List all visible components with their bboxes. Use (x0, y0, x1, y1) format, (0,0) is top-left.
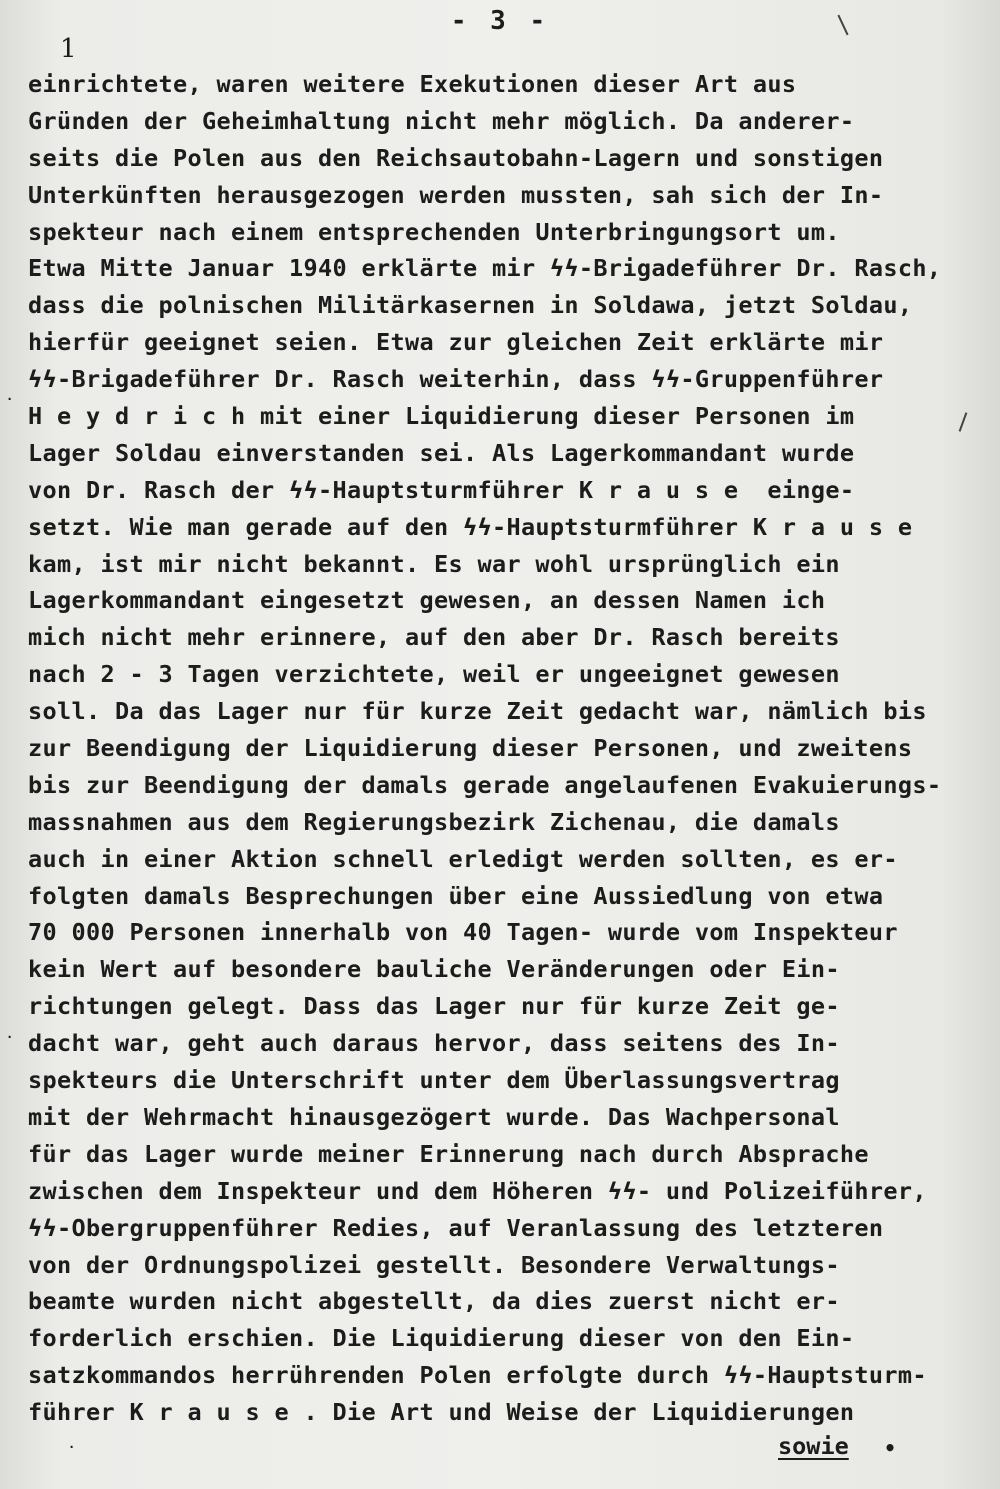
text-line: ϟϟ-Obergruppenführer Redies, auf Veranlassung des letzteren (28, 1213, 884, 1242)
text-line: richtungen gelegt. Dass das Lager nur für kurze Zeit ge- (28, 992, 840, 1021)
closing-word: sowie (778, 1432, 849, 1460)
text-line: mich nicht mehr erinnere, auf den aber Dr. Rasch bereits (28, 623, 840, 652)
text-line: dass die polnischen Militärkasernen in Soldawa, jetzt Soldau, (28, 291, 913, 320)
stray-dot: · (6, 1030, 14, 1044)
text-line: hierfür geeignet seien. Etwa zur gleichen Zeit erklärte mir (28, 328, 884, 357)
text-line: spekteurs die Unterschrift unter dem Überlassungsvertrag (28, 1066, 840, 1095)
text-line: bis zur Beendigung der damals gerade angelaufenen Evakuierungs- (28, 770, 942, 799)
text-line: massnahmen aus dem Regierungsbezirk Zichenau, die damals (28, 807, 840, 836)
text-line: Etwa Mitte Januar 1940 erklärte mir ϟϟ-Brigadeführer Dr. Rasch, (28, 254, 942, 283)
text-line: Lagerkommandant eingesetzt gewesen, an dessen Namen ich (28, 586, 826, 615)
text-line: einrichtete, waren weitere Exekutionen dieser Art aus (28, 70, 797, 98)
handwritten-mark: 1 (60, 34, 77, 64)
text-line: Gründen der Geheimhaltung nicht mehr möglich. Da anderer- (28, 106, 855, 135)
stray-dot: · (68, 1440, 76, 1454)
text-line: zwischen dem Inspekteur und dem Höheren ϟϟ- und Polizeiführer, (28, 1176, 927, 1205)
text-line: H e y d r i c h mit einer Liquidierung dieser Personen im (28, 402, 855, 431)
text-line: soll. Da das Lager nur für kurze Zeit gedacht war, nämlich bis (28, 697, 927, 726)
text-line: setzt. Wie man gerade auf den ϟϟ-Hauptsturmführer K r a u s e (28, 512, 913, 541)
text-line: von Dr. Rasch der ϟϟ-Hauptsturmführer K r a u s e einge- (28, 475, 855, 504)
typed-text-body (28, 66, 988, 1431)
stray-dot: · (6, 392, 14, 406)
text-line: kein Wert auf besondere bauliche Veränderungen oder Ein- (28, 955, 840, 984)
text-line: für das Lager wurde meiner Erinnerung nach durch Absprache (28, 1139, 869, 1168)
text-line: Unterkünften herausgezogen werden mussten, sah sich der In- (28, 180, 884, 209)
text-line: kam, ist mir nicht bekannt. Es war wohl ursprünglich ein (28, 549, 840, 578)
text-line: forderlich erschien. Die Liquidierung dieser von den Ein- (28, 1324, 855, 1353)
text-line: beamte wurden nicht abgestellt, da dies zuerst nicht er- (28, 1287, 840, 1316)
text-line: folgten damals Besprechungen über eine Aussiedlung von etwa (28, 881, 884, 910)
text-line: mit der Wehrmacht hinausgezögert wurde. Das Wachpersonal (28, 1102, 840, 1131)
text-line: zur Beendigung der Liquidierung dieser Personen, und zweitens (28, 734, 913, 763)
text-line: spekteur nach einem entsprechenden Unterbringungsort um. (28, 217, 840, 246)
text-line: auch in einer Aktion schnell erledigt werden sollten, es er- (28, 844, 898, 873)
text-line: führer K r a u s e . Die Art und Weise der Liquidierungen (28, 1398, 855, 1427)
text-line: von der Ordnungspolizei gestellt. Besondere Verwaltungs- (28, 1250, 840, 1279)
text-line: Lager Soldau einverstanden sei. Als Lagerkommandant wurde (28, 438, 855, 467)
page-number: - 3 - (450, 6, 550, 36)
stray-dot: • (884, 1436, 897, 1460)
text-line: ϟϟ-Brigadeführer Dr. Rasch weiterhin, dass ϟϟ-Gruppenführer (28, 365, 884, 394)
text-line: dacht war, geht auch daraus hervor, dass seitens des In- (28, 1029, 840, 1058)
text-line: 70 000 Personen innerhalb von 40 Tagen- wurde vom Inspekteur (28, 918, 898, 947)
text-line: seits die Polen aus den Reichsautobahn-Lagern und sonstigen (28, 143, 884, 172)
text-line: nach 2 - 3 Tagen verzichtete, weil er ungeeignet gewesen (28, 660, 840, 689)
text-line: satzkommandos herrührenden Polen erfolgte durch ϟϟ-Hauptsturm- (28, 1361, 927, 1390)
